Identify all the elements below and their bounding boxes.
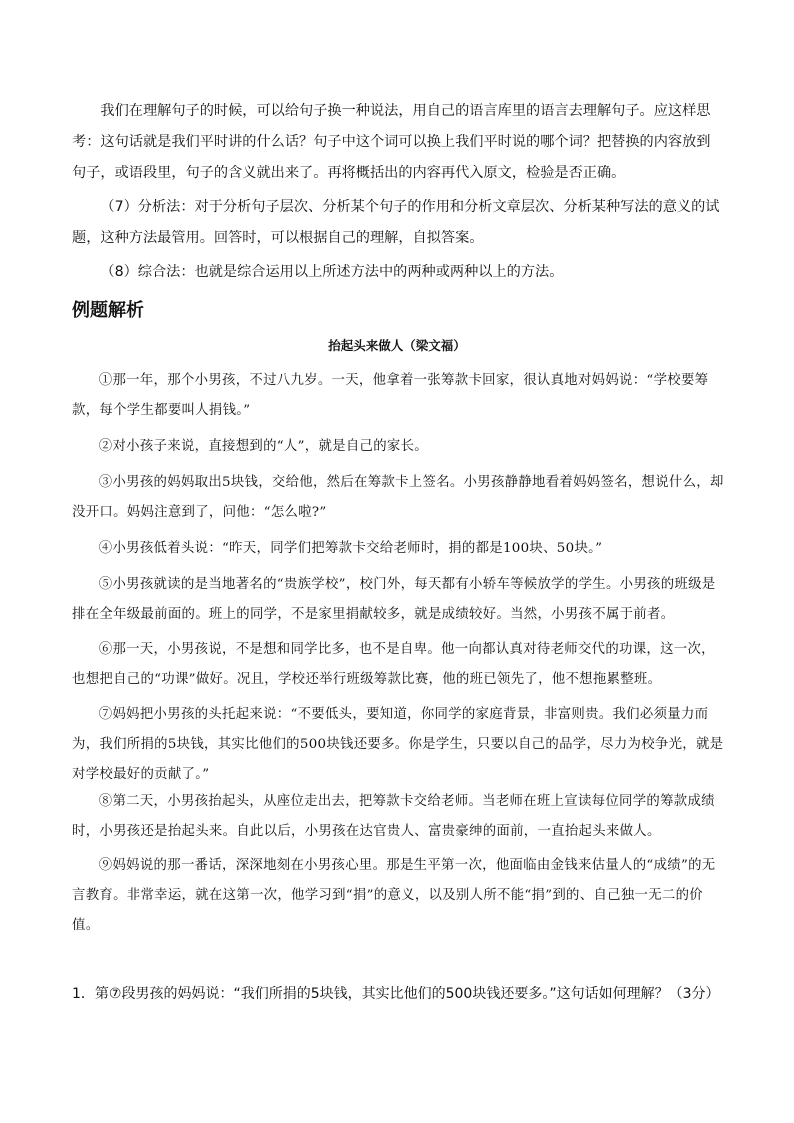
section-heading: 例题解析 — [72, 300, 144, 321]
intro-paragraph-rephrase: 我们在理解句子的时候，可以给句子换一种说法，用自己的语言库里的语言去理解句子。应这样思考：这句话就是我们平时讲的什么话？句子中这个词可以换上我们平时说的哪个词？把替换的内容放到句子，或语段里，句子的含义就出来了。再将概括出的内容再代入原文，检验是否正确。 — [72, 103, 711, 181]
question-1: 1．第⑦段男孩的妈妈说：“我们所捐的5块钱，其实比他们的500块钱还要多。”这句话如何理解？（3分） — [72, 986, 720, 1002]
intro-paragraph-analysis: （7）分析法：对于分析句子层次、分析某个句子的作用和分析文章层次、分析某种写法的意义的试题，这种方法最管用。回答时，可以根据自己的理解，自拟答案。 — [72, 199, 720, 246]
story-paragraph-7: ⑦妈妈把小男孩的头托起来说：“不要低头，要知道，你同学的家庭背景，非富则贵。我们必须量力而为，我们所捐的5块钱，其实比他们的500块钱还要多。你是学生，只要以自己的品学，尽力为校争光，就是对学校最好的贡献了。” — [72, 707, 724, 782]
story-paragraph-8: ⑧第二天，小男孩抬起头，从座位走出去，把筹款卡交给老师。当老师在班上宣读每位同学的筹款成绩时，小男孩还是抬起头来。自此以后，小男孩在达官贵人、富贵豪绅的面前，一直抬起头来做人。 — [72, 794, 715, 839]
story-paragraph-2: ②对小孩子来说，直接想到的“人”，就是自己的家长。 — [98, 439, 428, 454]
story-paragraph-9: ⑨妈妈说的那一番话，深深地刻在小男孩心里。那是生平第一次，他面临由金钱来估量人的“成绩”的无言教育。非常幸运，就在这第一次，他学习到“捐”的意义，以及别人所不能“捐”到的、自己独一无二的价值。 — [72, 858, 716, 933]
story-paragraph-3: ③小男孩的妈妈取出5块钱，交给他，然后在筹款卡上签名。小男孩静静地看着妈妈签名，想说什么，却没开口。妈妈注意到了，问他：“怎么啦?” — [72, 475, 724, 520]
intro-paragraph-synthesis: （8）综合法：也就是综合运用以上所述方法中的两种或两种以上的方法。 — [100, 264, 564, 280]
story-paragraph-5: ⑤小男孩就读的是当地著名的“贵族学校”，校门外，每天都有小轿车等候放学的学生。小男孩的班级是排在全年级最前面的。班上的同学，不是家里捐献较多，就是成绩较好。当然，小男孩不属于前者。 — [72, 577, 716, 622]
story-paragraph-1: ①那一年，那个小男孩，不过八九岁。一天，他拿着一张筹款卡回家，很认真地对妈妈说：“学校要筹款，每个学生都要叫人捐钱。” — [72, 373, 709, 418]
story-paragraph-4: ④小男孩低着头说：“昨天，同学们把筹款卡交给老师时，捐的都是100块、50块。” — [98, 541, 603, 556]
story-title: 抬起头来做人（梁文福） — [328, 338, 466, 353]
story-paragraph-6: ⑥那一天，小男孩说，不是想和同学比多，也不是自卑。他一向都认真对待老师交代的功课，这一次，也想把自己的“功课”做好。况且，学校还举行班级筹款比赛，他的班已领先了，他不想拖累整班。 — [72, 642, 715, 687]
